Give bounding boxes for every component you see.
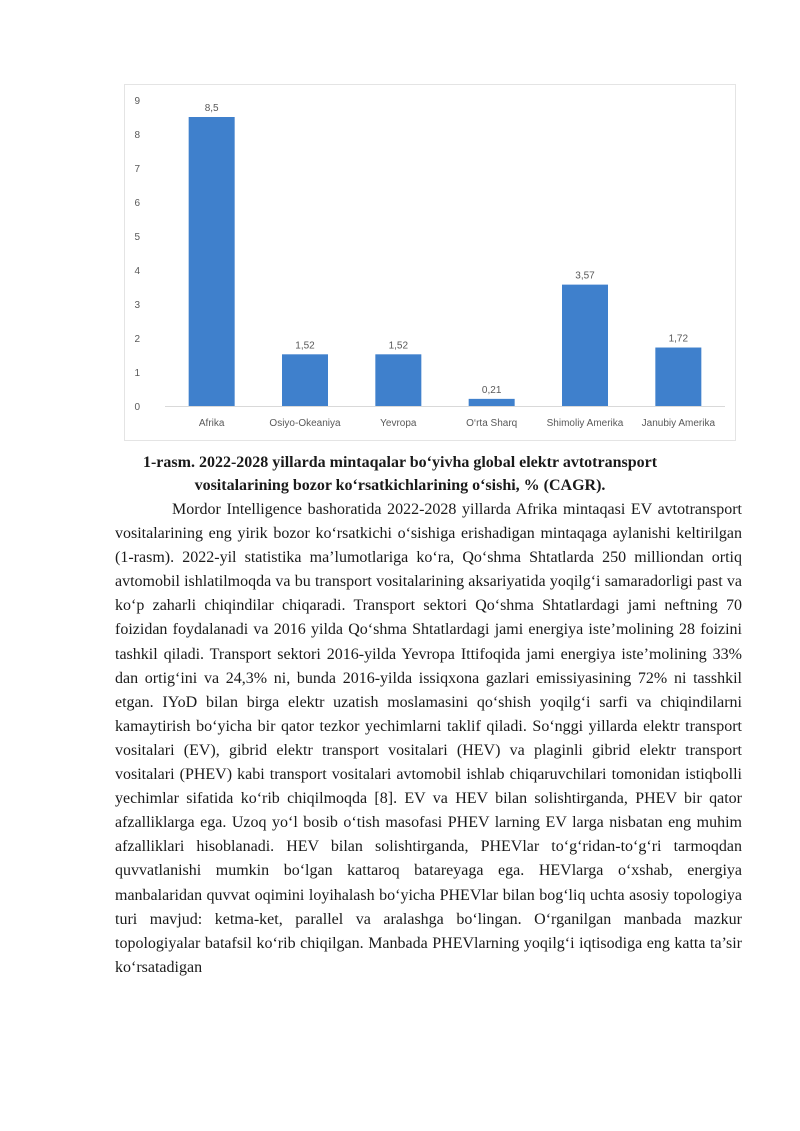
x-category-label: O‘rta Sharq <box>466 418 518 429</box>
x-category-label: Afrika <box>198 418 225 429</box>
figure-caption: 1-rasm. 2022-2028 yillarda mintaqalar bo‘yivha global elektr avtotransport vositalarining bozor ko‘rsatkichlarining o‘sishi, % (CAGR). <box>142 454 658 494</box>
bar-value-label: 1,52 <box>295 340 315 352</box>
bar <box>562 285 608 406</box>
bar-value-label: 0,21 <box>481 384 502 396</box>
bar <box>655 348 701 406</box>
x-category-label: Yevropa <box>380 418 417 429</box>
bar-value-label: 1,72 <box>668 333 689 345</box>
bar-value-label: 1,52 <box>388 340 409 352</box>
y-tick-label: 0 <box>134 402 140 413</box>
bar-value-label: 3,57 <box>575 270 595 282</box>
bar-value-label: 8,5 <box>204 103 219 114</box>
y-tick-label: 5 <box>134 232 140 243</box>
x-category-label: Shimoliy Amerika <box>546 418 624 429</box>
chart-svg <box>125 85 735 440</box>
y-tick-label: 1 <box>134 368 140 379</box>
x-category-label: Janubiy Amerika <box>641 418 716 429</box>
y-tick-label: 7 <box>134 164 140 175</box>
x-category-label: Osiyo-Okeaniya <box>269 418 341 429</box>
cagr-bar-chart <box>124 84 736 441</box>
body-paragraph: Mordor Intelligence bashoratida 2022-2028 yillarda Afrika mintaqasi EV avtotransport vositalarining eng yirik bozor ko‘rsatkichi o‘sishiga erishadigan mintaqaga aylanishi keltirilgan (1-rasm). 2022-yil statistika ma’lumotlariga ko‘ra, Qo‘shma Shtatlarda 250 milliondan ortiq avtomobil ishlatilmoqda va bu transport vositalarining aksariyatida yoqilg‘i samaradorligi past va ko‘p zaharli chiqindilar chiqaradi. Transport sektori Qo‘shma Shtatlardagi jami neftning 70 foizidan foydalanadi va 2016 yilda Qo‘shma Shtatlardagi jami energiya iste’molining 28 foizini tashkil qiladi. Transport sektori 2016-yilda Yevropa Ittifoqida jami energiya iste’molining 33% dan ortig‘ini va 24,3% ni, bunda 2016-yilda issiqxona gazlari emissiyasining 72% ni tasshkil etgan. IYoD bilan birga elektr uzatish moslamasini qo‘shish yoqilg‘i sarfi va chiqindilarni kamaytirish bo‘yicha bir qator tezkor yechimlarni taklif qiladi. So‘nggi yillarda elektr transport vositalari (EV), gibrid elektr transport vositalari (HEV) va plaginli gibrid elektr transport vositalari (PHEV) kabi transport vositalari avtomobil ishlab chiqaruvchilari tomonidan istiqbolli yechimlar sifatida ko‘rib chiqilmoqda [8]. EV va HEV bilan solishtirganda, PHEV bir qator afzalliklarga ega. Uzoq yo‘l bosib o‘tish masofasi PHEV larning EV larga nisbatan eng muhim afzalliklari hisoblanadi. HEV bilan solishtirganda, PHEVlar to‘g‘ridan-to‘g‘ri tarmoqdan quvvatlanishi mumkin bo‘lgan kattaroq batareyaga ega. HEVlarga o‘xshab, energiya manbalaridan quvvat oqimini loyihalash bo‘yicha PHEVlar bilan bog‘liq uchta asosiy topologiya turi mavjud: ketma-ket, parallel va aralashga bo‘lingan. O‘rganilgan manbada mazkur topologiyalar batafsil ko‘rib chiqilgan. Manbada PHEVlarning yoqilg‘i iqtisodiga eng katta ta’sir ko‘rsatadigan <box>115 501 742 976</box>
y-tick-label: 2 <box>134 334 140 345</box>
y-tick-label: 9 <box>134 96 140 107</box>
y-tick-label: 8 <box>134 130 140 141</box>
y-tick-label: 3 <box>134 300 140 311</box>
bar <box>282 354 328 406</box>
bar <box>189 117 235 406</box>
bar <box>469 399 515 406</box>
y-tick-label: 6 <box>134 198 140 209</box>
y-tick-label: 4 <box>134 266 140 277</box>
bar <box>375 354 421 406</box>
